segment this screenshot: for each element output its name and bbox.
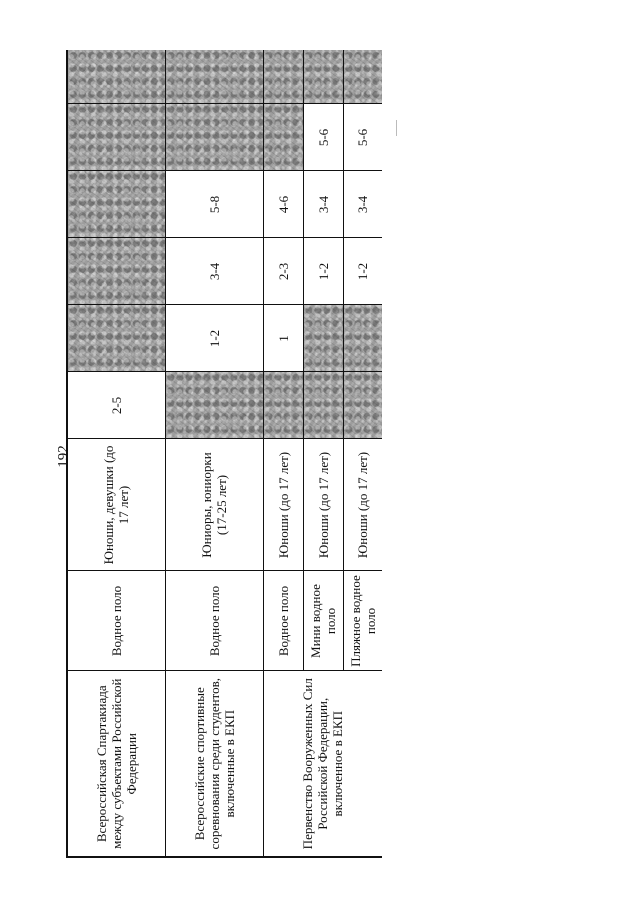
table-row [165, 50, 263, 857]
sport-cell: Водное поло [165, 571, 263, 671]
sport-cell: Водное поло [67, 571, 165, 671]
place-cell: 1 [263, 305, 303, 372]
page-number: 192 [55, 445, 72, 468]
place-cell: 5-6 [303, 104, 343, 171]
rotated-table-frame [66, 50, 382, 858]
place-cell [67, 238, 165, 305]
place-cell [165, 50, 263, 104]
place-cell [303, 372, 343, 439]
place-cell [263, 372, 303, 439]
place-cell: 5-8 [165, 171, 263, 238]
place-cell: 4-6 [263, 171, 303, 238]
competition-cell: Всероссийские спортивные соревнования среди студентов, включенные в ЕКП [165, 671, 263, 857]
place-cell [67, 104, 165, 171]
place-cell [67, 305, 165, 372]
place-cell: 3-4 [343, 171, 382, 238]
age-group-cell: Юноши (до 17 лет) [263, 439, 303, 571]
place-cell [263, 104, 303, 171]
table-row [263, 50, 303, 857]
table-body [67, 50, 382, 857]
place-cell: 2-3 [263, 238, 303, 305]
place-cell: 3-4 [165, 238, 263, 305]
place-cell [343, 305, 382, 372]
sport-cell: Пляжное водное поло [343, 571, 382, 671]
place-cell: 5-6 [343, 104, 382, 171]
age-group-cell: Юноши (до 17 лет) [343, 439, 382, 571]
place-cell [303, 305, 343, 372]
table-row [67, 50, 165, 857]
place-cell: 3-4 [303, 171, 343, 238]
scan-mark [396, 120, 397, 136]
competition-cell: Всероссийская Спартакиада между субъектами Российской Федерации [67, 671, 165, 857]
place-cell [343, 50, 382, 104]
place-cell [67, 50, 165, 104]
age-group-cell: Юниоры, юниорки (17-25 лет) [165, 439, 263, 571]
ranking-table [66, 50, 382, 858]
table-sheet [66, 50, 382, 858]
sport-cell: Мини водное поло [303, 571, 343, 671]
place-cell: 1-2 [303, 238, 343, 305]
place-cell [165, 372, 263, 439]
place-cell [303, 50, 343, 104]
place-cell: 1-2 [343, 238, 382, 305]
competition-cell: Первенство Вооруженных Сил Российской Федерации, включенное в ЕКП [263, 671, 382, 857]
place-cell: 2-5 [67, 372, 165, 439]
place-cell [343, 372, 382, 439]
sport-cell: Водное поло [263, 571, 303, 671]
place-cell: 1-2 [165, 305, 263, 372]
age-group-cell: Юноши (до 17 лет) [303, 439, 343, 571]
place-cell [165, 104, 263, 171]
age-group-cell: Юноши, девушки (до 17 лет) [67, 439, 165, 571]
place-cell [263, 50, 303, 104]
place-cell [67, 171, 165, 238]
